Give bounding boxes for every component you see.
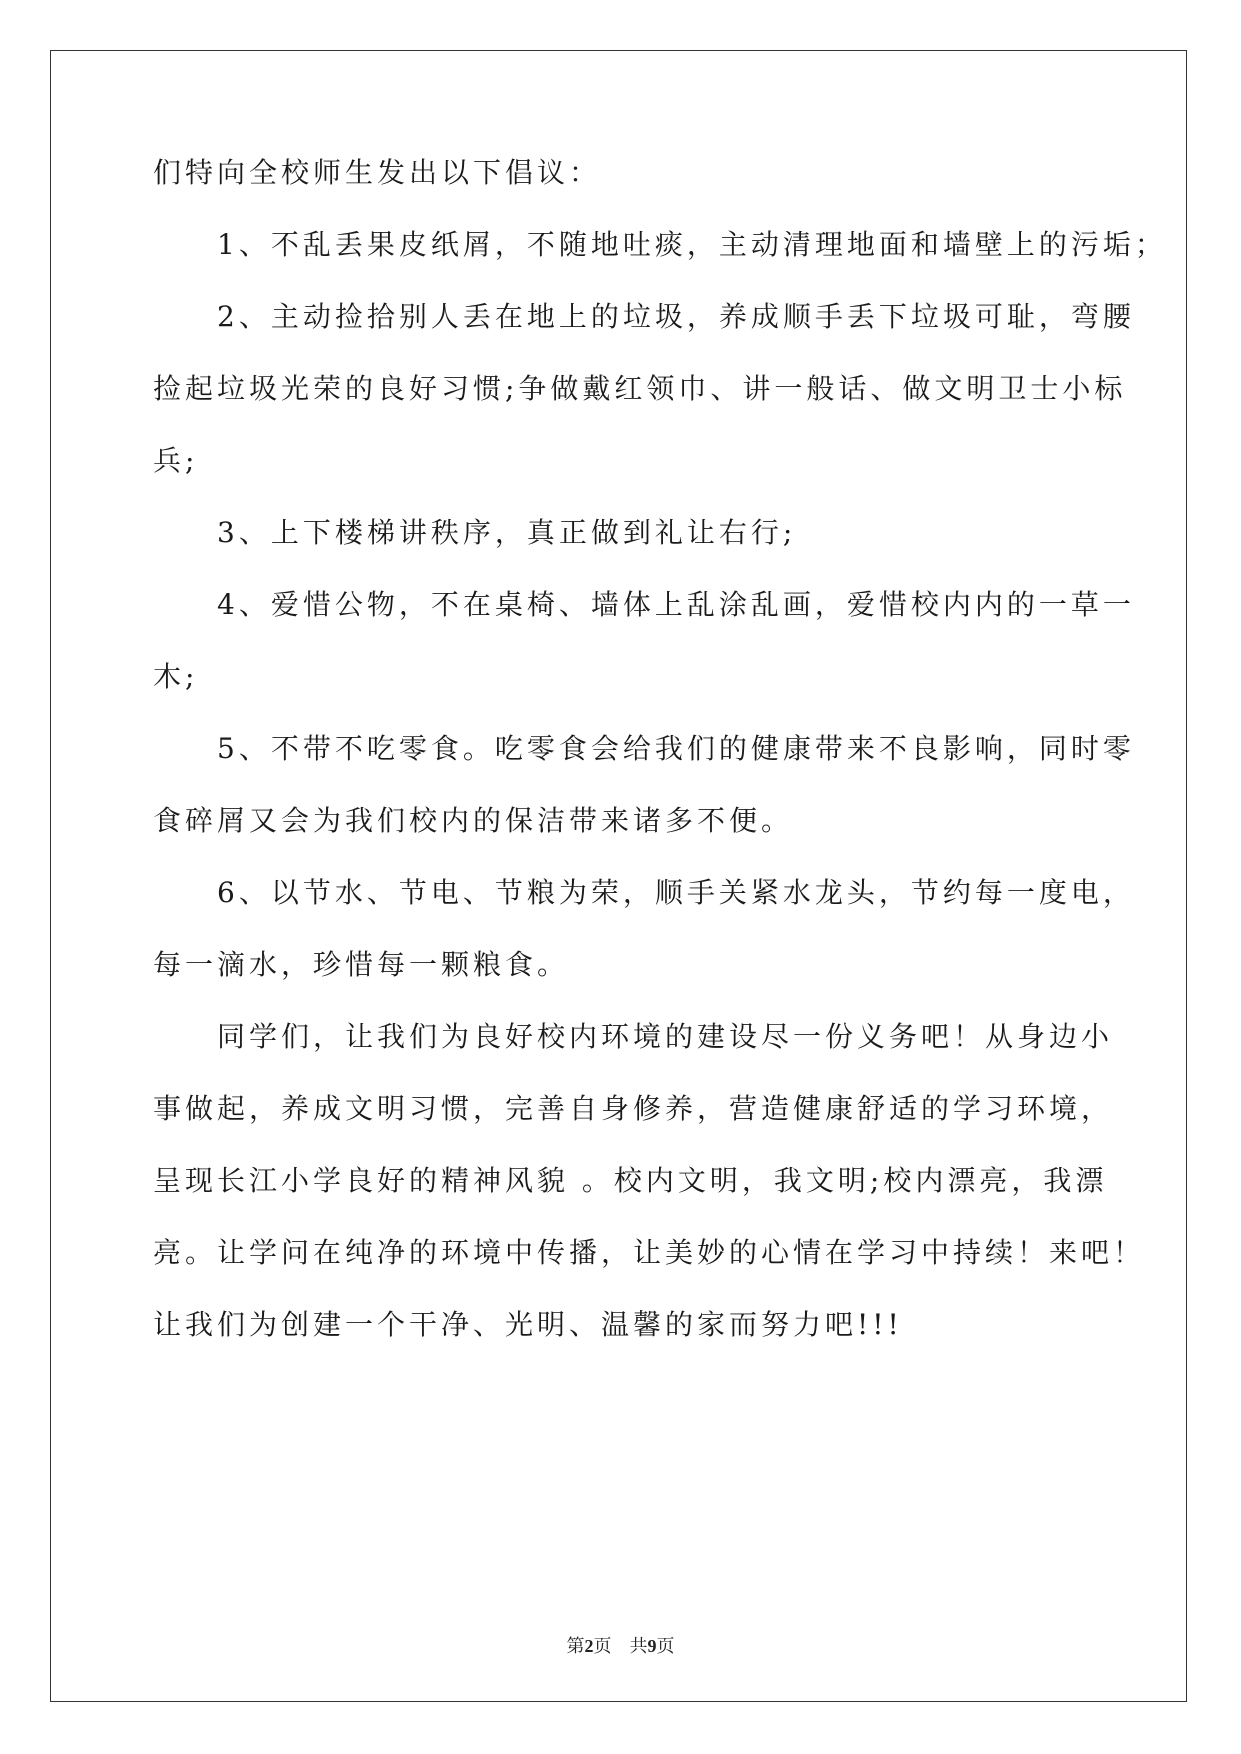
page-footer [0,1633,1241,1659]
text-line-3: 2、主动捡拾别人丢在地上的垃圾，养成顺手丢下垃圾可耻，弯腰 [153,300,1135,333]
text-line-13: 同学们，让我们为良好校内环境的建设尽一份义务吧！从身边小 [153,1020,1114,1053]
text-line-10: 食碎屑又会为我们校内的保洁带来诸多不便。 [153,804,794,837]
text-line-5: 兵; [153,444,199,477]
footer-total-pages: 9 [647,1636,657,1656]
footer-suffix: 页 [656,1636,675,1656]
footer-prefix: 第 [566,1636,585,1656]
text-line-12: 每一滴水，珍惜每一颗粮食。 [153,948,570,981]
text-line-15: 呈现长江小学良好的精神风貌 。校内文明，我文明;校内漂亮，我漂 [153,1164,1108,1197]
text-line-17: 让我们为创建一个干净、光明、温馨的家而努力吧!!! [153,1308,903,1341]
text-line-16: 亮。让学问在纯净的环境中传播，让美妙的心情在学习中持续！来吧！ [153,1236,1146,1269]
text-line-6: 3、上下楼梯讲秩序，真正做到礼让右行; [153,516,797,549]
text-line-1: 们特向全校师生发出以下倡议： [153,156,602,189]
text-line-11: 6、以节水、节电、节粮为荣，顺手关紧水龙头，节约每一度电， [153,876,1135,909]
text-line-14: 事做起，养成文明习惯，完善自身修养，营造健康舒适的学习环境， [153,1092,1114,1125]
text-line-4: 捡起垃圾光荣的良好习惯;争做戴红领巾、讲一般话、做文明卫士小标 [153,372,1127,405]
text-line-7: 4、爱惜公物，不在桌椅、墙体上乱涂乱画，爱惜校内内的一草一 [153,588,1135,621]
text-line-8: 木; [153,660,199,693]
footer-current-page: 2 [584,1636,594,1656]
text-line-2: 1、不乱丢果皮纸屑，不随地吐痰，主动清理地面和墙壁上的污垢； [153,228,1167,261]
footer-middle: 页 共 [593,1636,648,1656]
text-line-9: 5、不带不吃零食。吃零食会给我们的健康带来不良影响，同时零 [153,732,1135,765]
